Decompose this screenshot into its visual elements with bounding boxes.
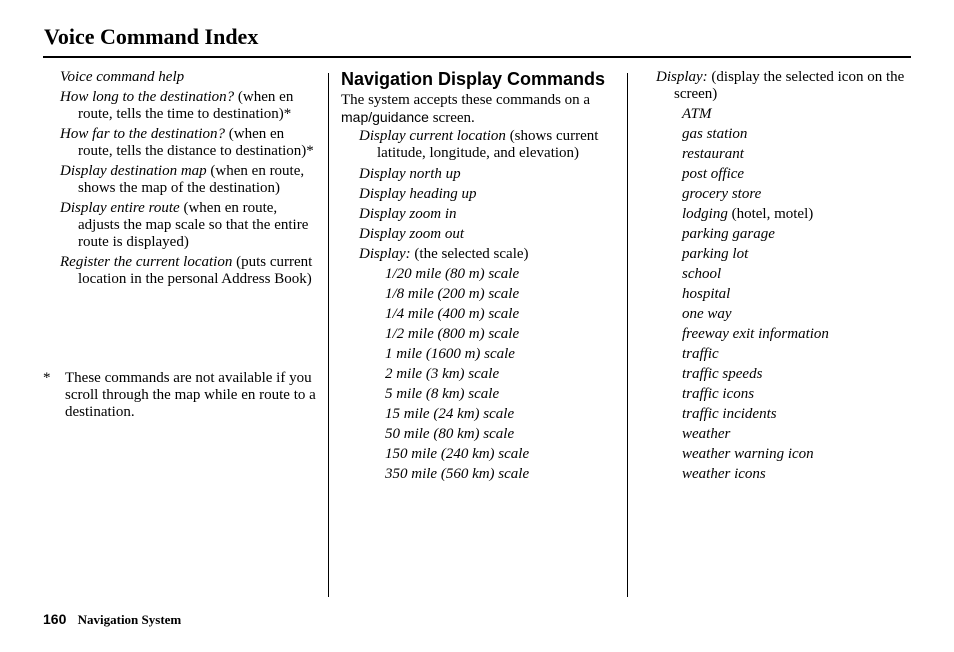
intro-text-end: screen. [428, 110, 475, 126]
command-entry: Display heading up [359, 186, 477, 202]
section-heading: Navigation Display Commands [341, 69, 606, 89]
icon-option-name: ATM [682, 106, 712, 122]
scale-option: 350 mile (560 km) scale [385, 466, 530, 482]
footnote-mark: * [43, 370, 51, 386]
command-name: Display: [656, 69, 708, 85]
footnote-text: These commands are not available if you scroll through the map while en route to a destination. [65, 370, 316, 420]
command-description: (the selected scale) [410, 246, 529, 262]
icon-option-name: weather warning icon [682, 446, 814, 462]
scale-option: 1/2 mile (800 m) scale [385, 326, 520, 342]
icon-option [656, 144, 916, 164]
command-description: (puts current location in the personal Address Book) [78, 254, 313, 287]
scale-option: 1/8 mile (200 m) scale [385, 286, 520, 302]
command-entry: Display zoom in [359, 206, 457, 222]
scale-option: 2 mile (3 km) scale [385, 366, 500, 382]
icon-option [656, 104, 916, 124]
command-name: Voice command help [60, 69, 185, 85]
icon-option-name: weather icons [682, 466, 766, 482]
icon-option-name: parking garage [682, 226, 775, 242]
footer-label: Navigation System [77, 612, 182, 627]
command-entry [60, 126, 318, 160]
command-entry [359, 244, 616, 264]
scale-option: 15 mile (24 km) scale [385, 406, 515, 422]
title-rule [43, 56, 911, 58]
icon-option-name: traffic speeds [682, 366, 763, 382]
display-icon-column [656, 69, 916, 484]
icon-option [656, 344, 916, 364]
command-entry: Display north up [359, 166, 461, 182]
icon-option-name: traffic incidents [682, 406, 777, 422]
command-description: (shows current latitude, longitude, and elevation) [377, 128, 599, 161]
icon-option-name: gas station [682, 126, 748, 142]
page-title: Voice Command Index [44, 24, 259, 49]
command-description: (display the selected icon on the screen) [674, 69, 905, 102]
icon-option [656, 164, 916, 184]
icon-option-name: weather [682, 426, 731, 442]
command-name: Display entire route [60, 200, 180, 216]
icon-option [656, 384, 916, 404]
icon-option-name: traffic icons [682, 386, 755, 402]
icon-option [656, 404, 916, 424]
icon-option-name: parking lot [682, 246, 749, 262]
section-intro [341, 92, 616, 127]
command-name: Register the current location [60, 254, 233, 270]
command-entry [359, 128, 616, 162]
icon-option [656, 124, 916, 144]
command-name: Display current location [359, 128, 506, 144]
command-entry [60, 163, 318, 197]
command-entry [60, 89, 318, 123]
icon-option-description: (hotel, motel) [727, 206, 814, 222]
icon-option-name: restaurant [682, 146, 744, 162]
icon-option [656, 264, 916, 284]
page-footer [43, 611, 181, 628]
page-number: 160 [43, 611, 67, 627]
icon-option-name: grocery store [682, 186, 762, 202]
command-entry [60, 69, 318, 86]
icon-option [656, 244, 916, 264]
column-divider [328, 73, 329, 597]
scale-option: 1 mile (1600 m) scale [385, 346, 515, 362]
command-entry: Display zoom out [359, 226, 464, 242]
icon-option-name: one way [682, 306, 732, 322]
icon-option-name: lodging [682, 206, 728, 222]
command-description: (when en route, adjusts the map scale so that the entire route is displayed) [78, 200, 309, 250]
icon-option [656, 184, 916, 204]
navigation-display-column [341, 69, 616, 484]
icon-option [656, 304, 916, 324]
icon-option [656, 364, 916, 384]
command-entry [60, 254, 318, 288]
footnote [43, 370, 318, 421]
command-name: How long to the destination? [60, 89, 235, 105]
icon-option [656, 284, 916, 304]
icon-option-name: traffic [682, 346, 719, 362]
scale-option: 1/4 mile (400 m) scale [385, 306, 520, 322]
screen-name: map/guidance [341, 109, 429, 125]
scale-option: 150 mile (240 km) scale [385, 446, 530, 462]
scale-option: 1/20 mile (80 m) scale [385, 266, 520, 282]
column-divider [627, 73, 628, 597]
command-description: (when en route, tells the time to destination)* [78, 89, 294, 122]
icon-option [656, 464, 916, 484]
command-name: How far to the destination? [60, 126, 225, 142]
icon-option [656, 224, 916, 244]
command-name: Display: [359, 246, 411, 262]
voice-help-column [60, 69, 318, 291]
icon-option [656, 204, 916, 224]
command-description: (when en route, shows the map of the destination) [78, 163, 305, 196]
icon-option-name: school [682, 266, 722, 282]
command-entry [656, 69, 916, 103]
icon-option [656, 424, 916, 444]
icon-option-name: freeway exit information [682, 326, 829, 342]
icon-option-name: hospital [682, 286, 731, 302]
icon-option [656, 324, 916, 344]
command-name: Display destination map [60, 163, 207, 179]
scale-option: 50 mile (80 km) scale [385, 426, 515, 442]
intro-text: The system accepts these commands on a [341, 92, 591, 108]
icon-option-name: post office [682, 166, 745, 182]
command-description: (when en route, tells the distance to destination)* [78, 126, 314, 159]
command-entry [60, 200, 318, 251]
scale-option: 5 mile (8 km) scale [385, 386, 500, 402]
icon-option [656, 444, 916, 464]
